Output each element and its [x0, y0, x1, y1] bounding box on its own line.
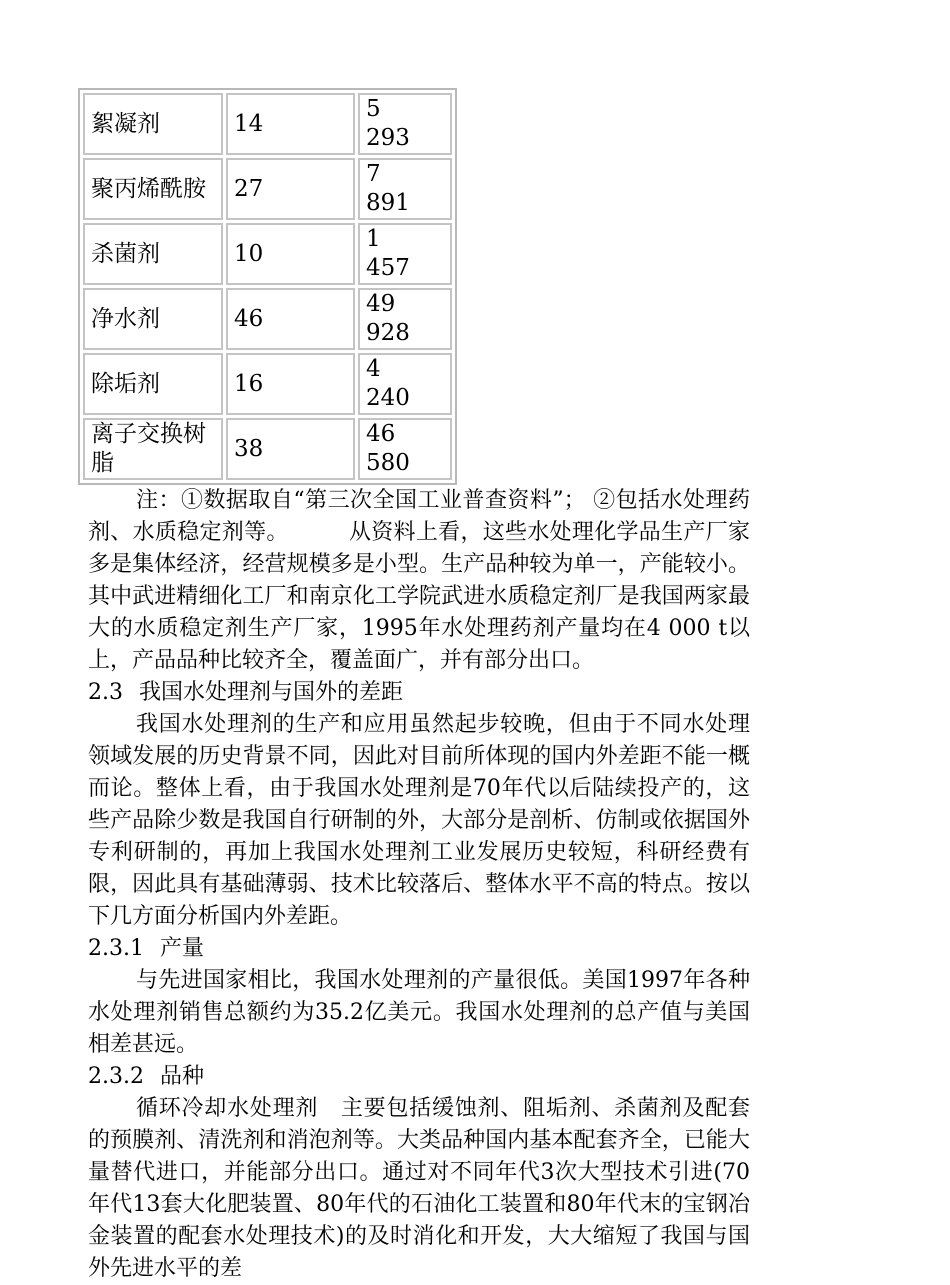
section-title: 产量 — [159, 936, 204, 961]
table-cell-count: 14 — [226, 93, 355, 155]
note-continuation: 从资料上看，这些水处理化学品生产厂家多是集体经济，经营规模多是小型。生产品种较为单一，产能较小。其中武进精细化工厂和南京化工学院武进水质稳定剂厂是我国两家最大的水质稳定剂生产厂家，1995年水处理药剂产量均在4 000 t以上，产品品种比较齐全，覆盖面广，并有部分出口。 — [88, 520, 750, 673]
table-cell-output-line: 46 — [366, 421, 396, 447]
section-heading-2-3-2 — [88, 1061, 750, 1093]
table-cell-name: 聚丙烯酰胺 — [83, 158, 223, 220]
table-cell-count: 46 — [226, 288, 355, 350]
section-paragraph: 我国水处理剂的生产和应用虽然起步较晚，但由于不同水处理领域发展的历史背景不同，因此对目前所体现的国内外差距不能一概而论。整体上看，由于我国水处理剂是70年代以后陆续投产的，这些产品除少数是我国自行研制的外，大部分是剖析、仿制或依据国外专利研制的，再加上我国水处理剂工业发展历史较短，科研经费有限，因此具有基础薄弱、技术比较落后、整体水平不高的特点。按以下几方面分析国内外差距。 — [88, 712, 750, 929]
table-cell-name: 絮凝剂 — [83, 93, 223, 155]
table-cell-output — [358, 418, 452, 480]
document-page — [78, 88, 750, 1285]
section-paragraph: 循环冷却水处理剂 主要包括缓蚀剂、阻垢剂、杀菌剂及配套的预膜剂、清洗剂和消泡剂等。大类品种国内基本配套齐全，已能大量替代进口，并能部分出口。通过对不同年代3次大型技术引进(70年代13套大化肥装置、80年代的石油化工装置和80年代末的宝钢冶金装置的配套水处理技术)的及时消化和开发，大大缩短了我国与国外先进水平的差 — [88, 1096, 750, 1281]
table-cell-count: 38 — [226, 418, 355, 480]
table-cell-count: 27 — [226, 158, 355, 220]
table-row — [83, 288, 452, 350]
table-cell-name: 除垢剂 — [83, 353, 223, 415]
table-cell-count: 16 — [226, 353, 355, 415]
table-cell-output: 5 293 — [358, 93, 452, 155]
table-cell-output-line: 580 — [366, 450, 410, 476]
table-cell-output: 4 240 — [358, 353, 452, 415]
section-heading-2-3 — [88, 677, 750, 709]
table-cell-output — [358, 288, 452, 350]
table-cell-output: 1 457 — [358, 223, 452, 285]
table-cell-name: 净水剂 — [83, 288, 223, 350]
table-cell-name-line: 脂 — [91, 450, 114, 476]
table-cell-output-line: 928 — [366, 320, 410, 346]
section-heading-2-3-1 — [88, 933, 750, 965]
section-number: 2.3.2 — [88, 1064, 144, 1089]
table-cell-name — [83, 418, 223, 480]
body-text — [88, 485, 750, 1285]
section-paragraph: 与先进国家相比，我国水处理剂的产量很低。美国1997年各种水处理剂销售总额约为35.2亿美元。我国水处理剂的总产值与美国相差甚远。 — [88, 968, 750, 1057]
section-title: 品种 — [159, 1064, 204, 1089]
table-row — [83, 158, 452, 220]
table-cell-name-line: 离子交换树 — [91, 421, 206, 447]
section-number: 2.3.1 — [88, 936, 144, 961]
section-number: 2.3 — [88, 680, 123, 705]
table-row — [83, 353, 452, 415]
table-cell-output: 7 891 — [358, 158, 452, 220]
section-title: 我国水处理剂与国外的差距 — [139, 680, 404, 705]
chemical-table — [78, 88, 457, 485]
table-cell-name: 杀菌剂 — [83, 223, 223, 285]
table-row — [83, 93, 452, 155]
table-note: 注：①数据取自“第三次全国工业普查资料”； ②包括水处理药剂、水质稳定剂等。 — [88, 488, 750, 545]
table-cell-count: 10 — [226, 223, 355, 285]
table-note-paragraph — [88, 485, 750, 677]
table-row — [83, 223, 452, 285]
table-row — [83, 418, 452, 480]
table-cell-output-line: 49 — [366, 291, 396, 317]
